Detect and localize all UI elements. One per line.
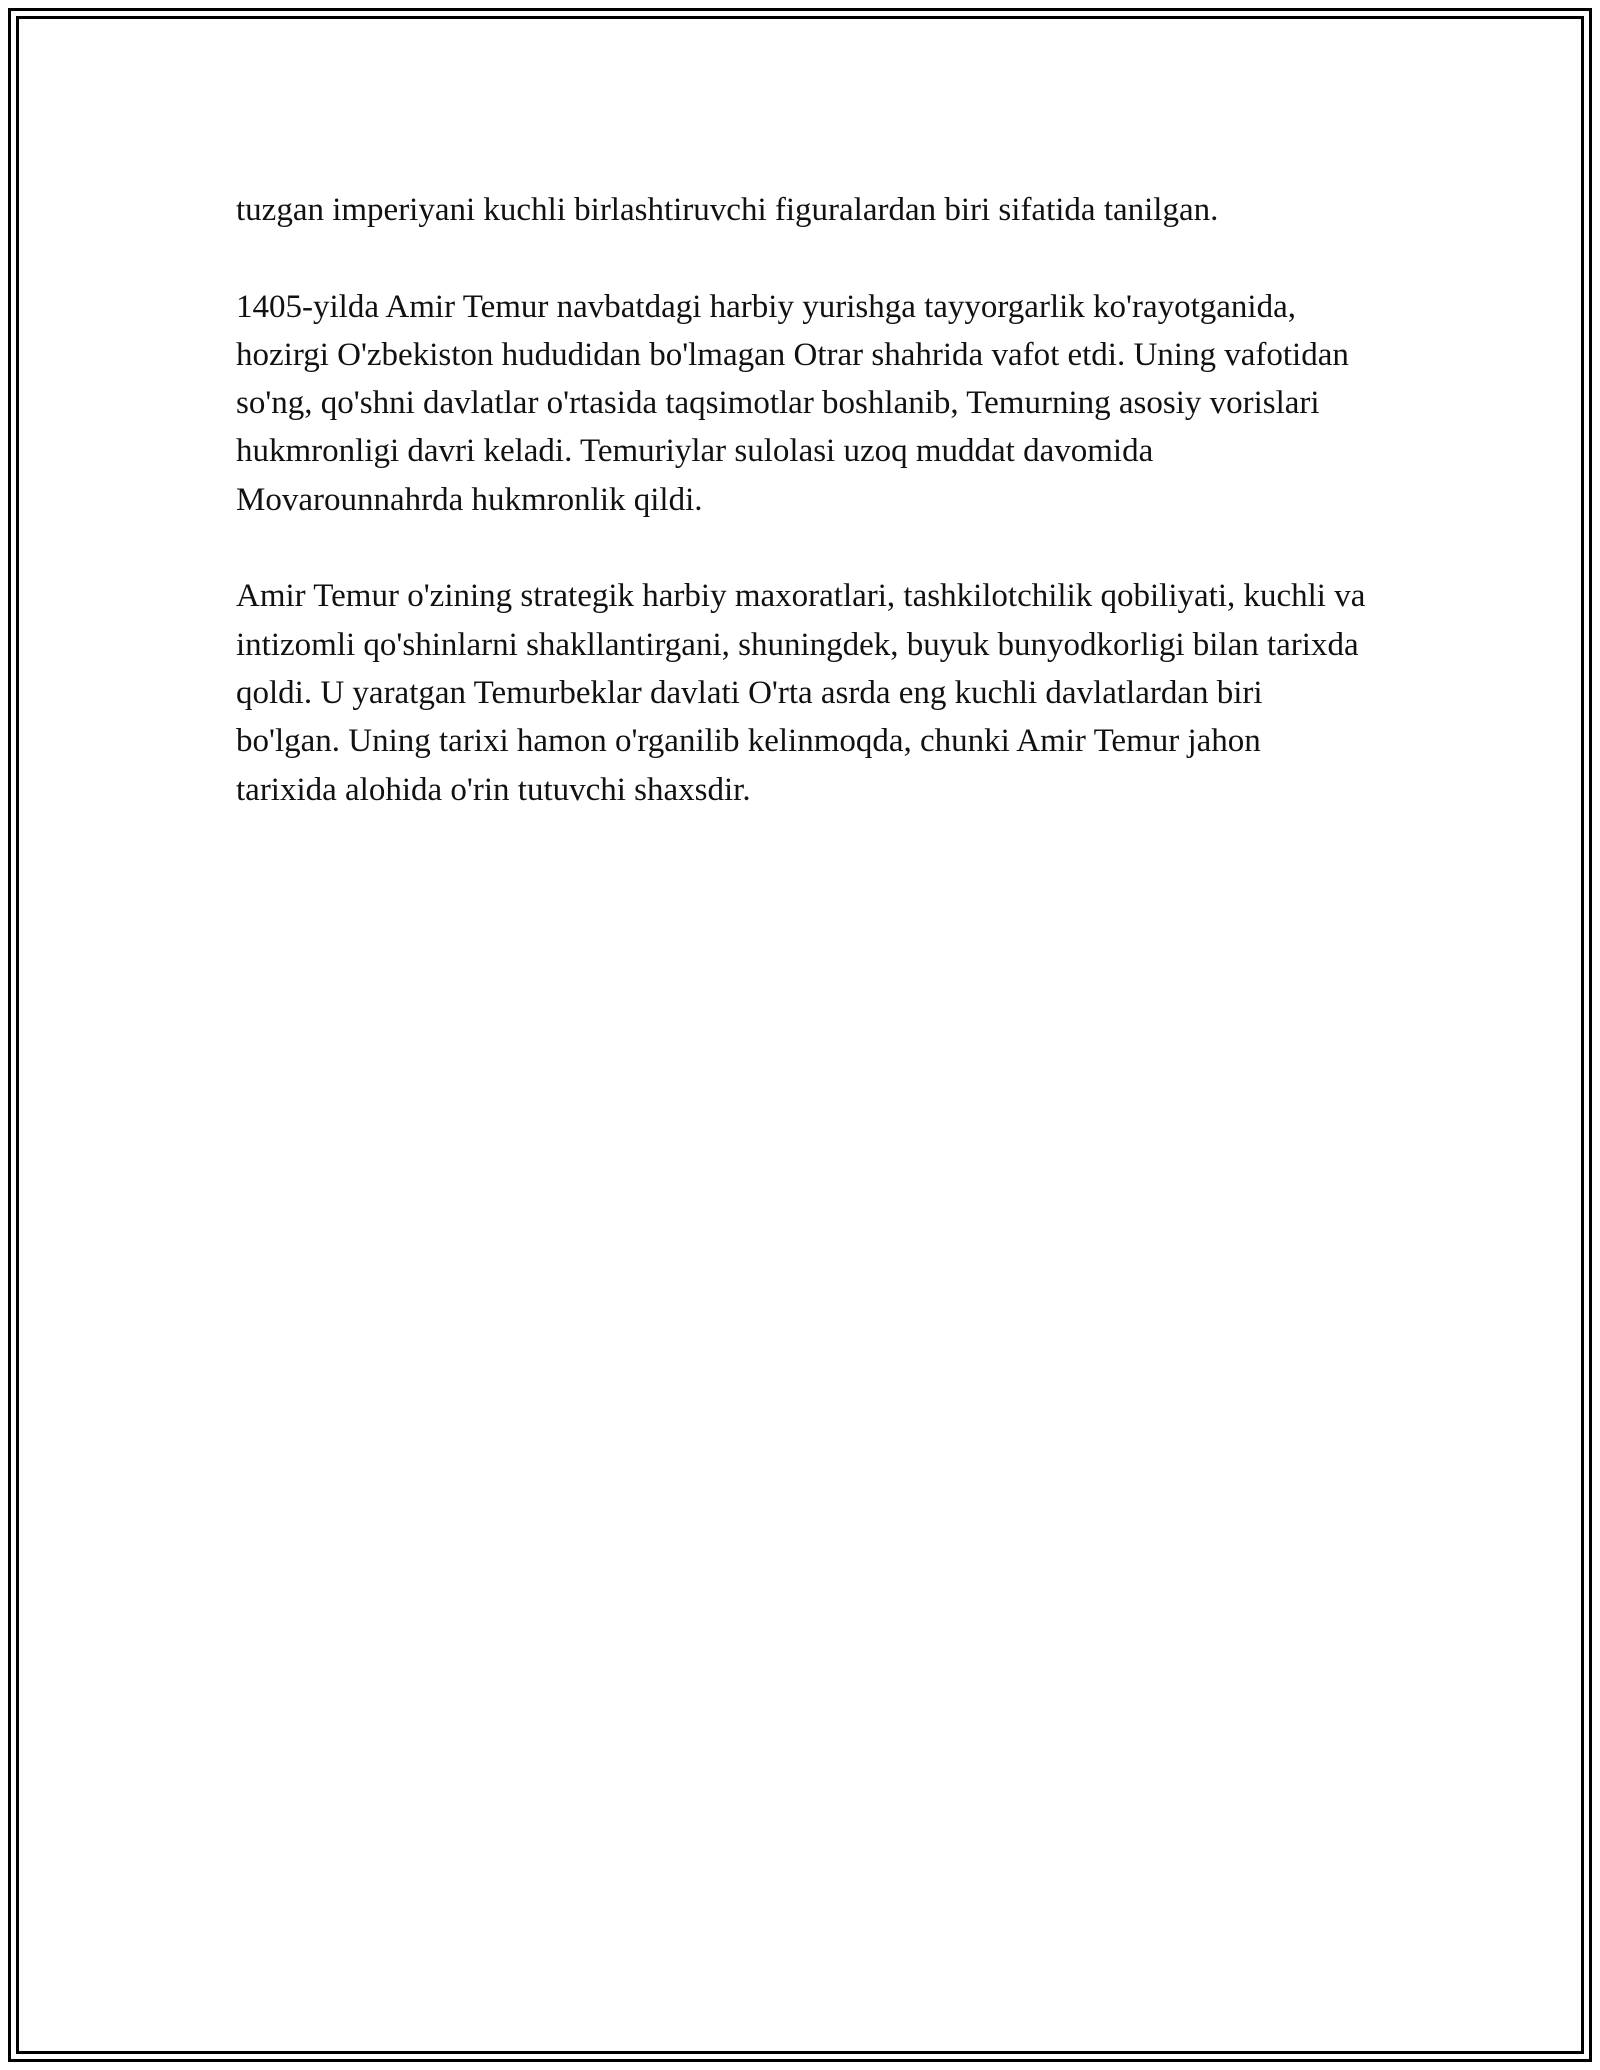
paragraph-legacy: Amir Temur o'zining strategik harbiy maxoratlari, tashkilotchilik qobiliyati, kuchli va intizomli qo'shinlarni shakllantirgani, shuningdek, buyuk bunyodkorligi bilan tarixda qoldi. U yaratgan Temurbeklar davlati O'rta asrda eng kuchli davlatlardan biri bo'lgan. Uning tarixi hamon o'rganilib kelinmoqda, chunki Amir Temur jahon tarixida alohida o'rin tutuvchi shaxsdir. [236,578,1366,808]
paragraph-continuation: tuzgan imperiyani kuchli birlashtiruvchi figuralardan biri sifatida tanilgan. [236,192,1219,228]
document-body [236,186,1366,814]
paragraph-death-of-timur: 1405-yilda Amir Temur navbatdagi harbiy yurishga tayyorgarlik ko'rayotganida, hozirgi O'zbekiston hududidan bo'lmagan Otrar shahrida vafot etdi. Uning vafotidan so'ng, qo'shni davlatlar o'rtasida taqsimotlar boshlanib, Temurning asosiy vorislari hukmronligi davri keladi. Temuriylar sulolasi uzoq muddat davomida Movarounnahrda hukmronlik qildi. [236,288,1349,518]
